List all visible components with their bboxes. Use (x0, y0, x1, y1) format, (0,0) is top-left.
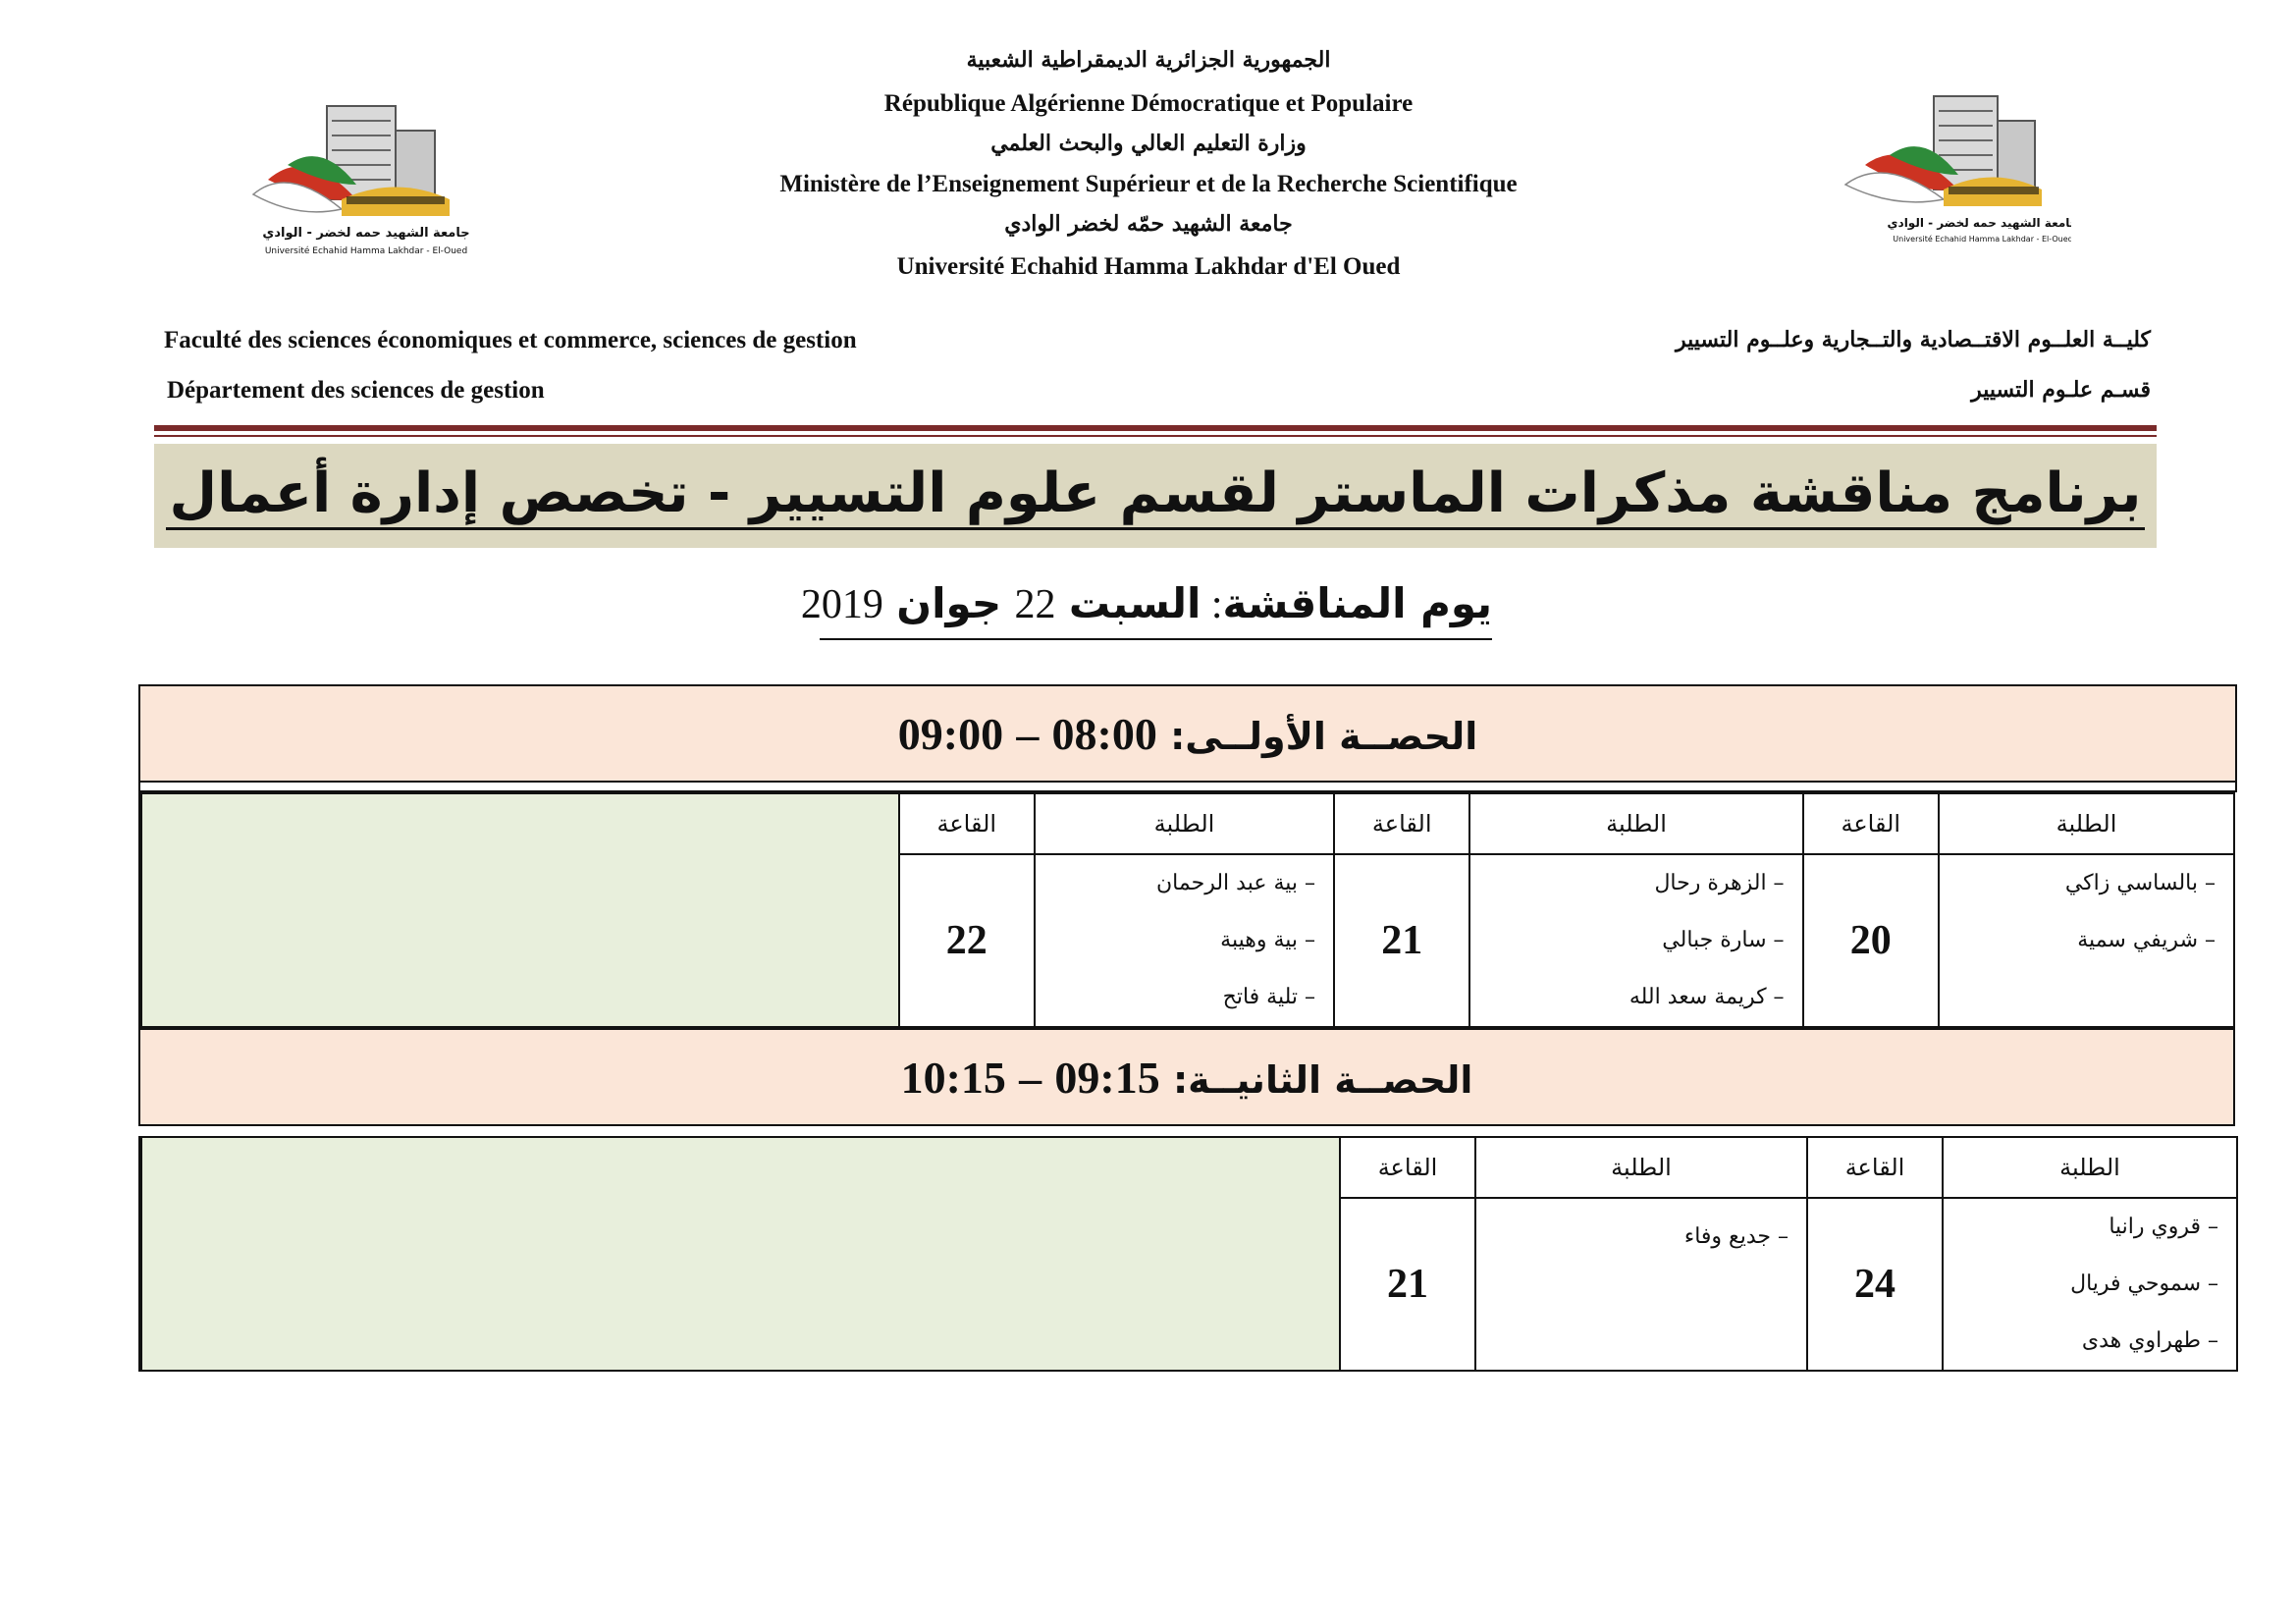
student-list (1939, 854, 2234, 1027)
col-students: الطلبة (1475, 1137, 1807, 1198)
session-1-grid (138, 792, 2235, 1028)
faculty-french: Faculté des sciences économiques et commerce, sciences de gestion (164, 327, 857, 353)
ministry-arabic: وزارة التعليم العالي والبحث العلمي (990, 131, 1307, 156)
student-name: – كريمة سعد الله (1629, 985, 1785, 1009)
session-end: 09:00 (897, 708, 1004, 759)
date-year: 2019 (800, 582, 883, 627)
session-start: 08:00 (1051, 708, 1157, 759)
logo-caption-fr: Université Echahid Hamma Lakhdar - El-Oued (1893, 235, 2071, 243)
room-number: 24 (1807, 1198, 1943, 1371)
university-logo-left (248, 86, 484, 263)
header-divider-thick (154, 425, 2157, 431)
student-list (1469, 854, 1802, 1027)
logo-caption-ar: جامعة الشهيد حمه لخضر - الوادي (262, 226, 470, 241)
university-logo-right (1836, 86, 2071, 263)
col-room: القاعة (899, 793, 1035, 854)
student-name: – سموحي فريال (2070, 1271, 2218, 1296)
student-list (1943, 1198, 2237, 1371)
room-number: 20 (1803, 854, 1939, 1027)
student-name: – بية عبد الرحمان (1156, 871, 1315, 895)
session-label: الحصــة الأولــى: (1170, 714, 1478, 758)
session-label: الحصــة الثانيــة: (1172, 1057, 1473, 1102)
university-french: Université Echahid Hamma Lakhdar d'El Oued (896, 253, 1401, 280)
col-room: القاعة (1807, 1137, 1943, 1198)
room-number: 22 (899, 854, 1035, 1027)
student-name: – بالساسي زاكي (2064, 871, 2216, 895)
faculty-arabic: كليــة العلــوم الاقتــصادية والتــجارية وعلــوم التسيير (1676, 327, 2151, 352)
student-name: – سارة جبالي (1662, 928, 1785, 952)
col-students: الطلبة (1939, 793, 2234, 854)
col-room: القاعة (1803, 793, 1939, 854)
university-arabic: جامعة الشهيد حمّه لخضر الوادي (1004, 211, 1293, 237)
col-room: القاعة (1340, 1137, 1475, 1198)
logo-caption-ar: جامعة الشهيد حمه لخضر - الوادي (1887, 216, 2071, 230)
column-headers (140, 1137, 2237, 1198)
session-end: 10:15 (900, 1052, 1006, 1103)
session-header-1: الحصــة الأولــى: 08:00 – 09:00 (139, 685, 2236, 782)
col-students: الطلبة (1035, 793, 1334, 854)
student-list (1475, 1198, 1807, 1371)
session-start: 09:15 (1054, 1052, 1160, 1103)
col-students: الطلبة (1469, 793, 1802, 854)
republic-arabic: الجمهورية الجزائرية الديمقراطية الشعبية (966, 47, 1331, 73)
student-name: – تلية فاتح (1222, 985, 1315, 1009)
ministry-french: Ministère de l’Enseignement Supérieur et de la Recherche Scientifique (779, 171, 1518, 197)
room-number: 21 (1340, 1198, 1475, 1371)
student-name: – طهراوي هدى (2081, 1328, 2218, 1353)
republic-french: République Algérienne Démocratique et Populaire (883, 90, 1414, 117)
room-number: 21 (1334, 854, 1469, 1027)
empty-cell (140, 1137, 1340, 1371)
col-students: الطلبة (1943, 1137, 2237, 1198)
header-divider-thin (154, 435, 2157, 437)
session-2-header: الحصــة الثانيــة: 09:15 – 10:15 (138, 1028, 2235, 1126)
date-day-number: 22 (1014, 582, 1056, 627)
student-name: – بية وهيبة (1220, 928, 1315, 952)
student-name: – قروي رانيا (2109, 1215, 2218, 1239)
page-title: برنامج مناقشة مذكرات الماستر لقسم علوم التسيير - تخصص إدارة أعمال (166, 461, 2146, 530)
logo-caption-fr: Université Echahid Hamma Lakhdar - El-Oued (264, 246, 468, 256)
column-headers (140, 793, 2234, 854)
session-2-grid (138, 1136, 2238, 1372)
student-name: – جديع وفاء (1683, 1224, 1789, 1249)
student-list (1035, 854, 1334, 1027)
defense-date: يوم المناقشة: السبت 22 جوان 2019 (820, 579, 1492, 640)
empty-cell (140, 793, 899, 1027)
student-name: – الزهرة رحال (1654, 871, 1785, 895)
title-band (154, 444, 2157, 548)
schedule-table (138, 684, 2237, 792)
student-name: – شريفي سمية (2077, 928, 2216, 952)
date-day: السبت (1068, 579, 1201, 627)
date-month: جوان (896, 579, 1002, 627)
date-label: يوم المناقشة (1222, 579, 1492, 627)
department-french: Département des sciences de gestion (167, 377, 545, 404)
department-arabic: قسـم علـوم التسيير (1971, 377, 2151, 403)
col-room: القاعة (1334, 793, 1469, 854)
